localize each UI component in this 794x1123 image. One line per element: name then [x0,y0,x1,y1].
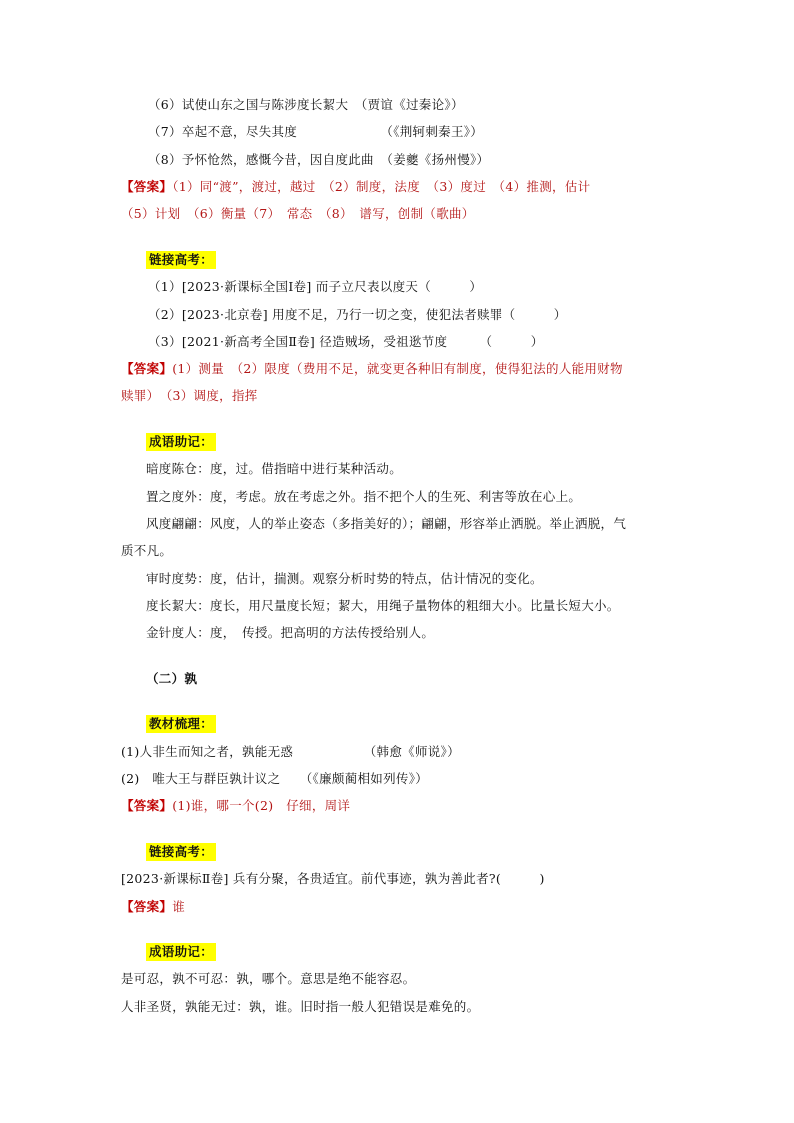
link-exam-item: [2023·新课标Ⅱ卷] 兵有分聚，各贵适宜。前代事迹，孰为善此者?( ) [121,871,545,886]
answer-text-line1: （1）同“渡”，渡过，越过 （2）制度，法度 （3）度过 （4）推测，估计 [172,179,591,194]
textbook-item-8: （8）予怀怆然，感慨今昔，因自度此曲 （姜夔《扬州慢》） [148,152,490,167]
textbook-item-6: （6）试使山东之国与陈涉度长絜大 （贾谊《过秦论》） [148,97,464,112]
answer-label: 【答案】 [121,798,173,813]
idiom-line: 是可忍，孰不可忍：孰，哪个。意思是绝不能容忍。 [121,971,416,986]
answer-text: 谁 [172,899,186,914]
answer-label: 【答案】 [121,899,173,914]
link-exam-answer-2 [121,898,185,916]
idiom-line: 置之度外：度，考虑。放在考虑之外。指不把个人的生死、利害等放在心上。 [146,489,582,504]
idiom-line: 度长絜大：度长，用尺量度长短；絜大，用绳子量物体的粗细大小。比量长短大小。 [146,598,620,613]
answer-label: 【答案】 [121,179,173,194]
link-exam-item-2: （2）[2023·北京卷] 用度不足，乃行一切之变，使犯法者赎罪（ ） [148,307,567,322]
idiom-line: 金针度人：度， 传授。把高明的方法传授给别人。 [146,625,435,640]
link-exam-answer-1 [121,360,623,378]
highlighted-heading: 教材梳理： [146,715,216,733]
link-exam-item-3: （3）[2021·新高考全国Ⅱ卷] 径造贼场，受祖逖节度 （ ） [148,334,544,349]
idiom-line: 人非圣贤，孰能无过：孰，谁。旧时指一般人犯错误是难免的。 [121,999,480,1014]
idiom-line: 暗度陈仓：度，过。借指暗中进行某种活动。 [146,461,403,476]
link-exam-answer-line1: (1）测量 （2）限度（费用不足，就变更各种旧有制度，使得犯法的人能用财物 [172,361,623,376]
section-title: （二）孰 [146,671,198,686]
link-exam-item-1: （1）[2023·新课标全国Ⅰ卷] 而子立尺表以度天（ ） [148,279,483,294]
textbook-item: (1)人非生而知之者，孰能无惑 （韩愈《师说》） [121,744,460,759]
link-exam-heading-2 [146,843,216,861]
idiom-heading-1 [146,433,216,451]
idiom-line: 风度翩翩：风度，人的举止姿态（多指美好的）；翩翩，形容举止洒脱。举止洒脱，气 [146,516,627,531]
highlighted-heading: 成语助记： [146,943,216,961]
textbook-heading [146,715,216,733]
idiom-line: 质不凡。 [121,543,173,558]
textbook-item: (2) 唯大王与群臣孰计议之 （《廉颇蔺相如列传》） [121,771,429,786]
idiom-heading-2 [146,943,216,961]
textbook-answer [121,797,350,815]
textbook-item-7: （7）卒起不意，尽失其度 （《荆轲刺秦王》） [148,124,484,139]
answer-block-1 [121,178,590,196]
idiom-line: 审时度势：度，估计，揣测。观察分析时势的特点，估计情况的变化。 [146,571,543,586]
highlighted-heading: 链接高考： [146,843,216,861]
highlighted-heading: 链接高考： [146,251,216,269]
highlighted-heading: 成语助记： [146,433,216,451]
answer-text: (1)谁，哪一个(2) 仔细，周详 [172,798,351,813]
answer-text-line2: （5）计划 （6）衡量（7） 常态 （8） 谱写，创制（歌曲） [121,206,475,221]
link-exam-answer-line2: 赎罪） （3）调度，指挥 [121,388,258,403]
answer-label: 【答案】 [121,361,173,376]
link-exam-heading-1 [146,251,216,269]
